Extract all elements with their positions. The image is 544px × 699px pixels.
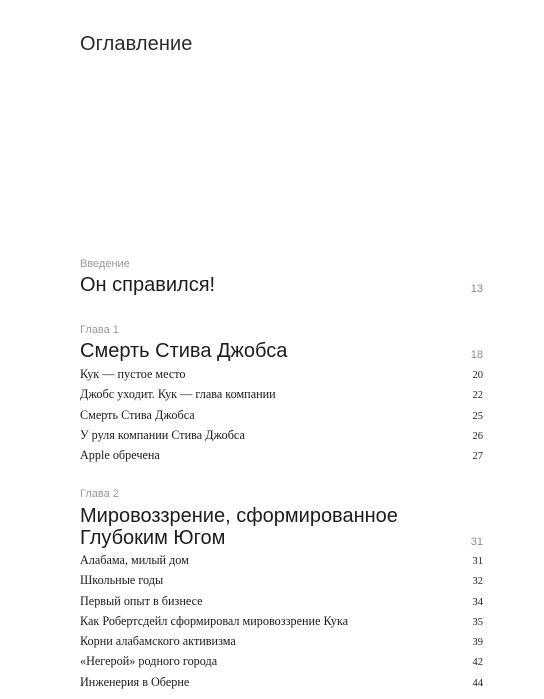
toc-entry-title: Корни алабамского активизма — [80, 634, 236, 649]
intro-kicker: Введение — [80, 258, 130, 270]
chapter2-heading — [80, 505, 398, 549]
intro-section — [80, 257, 483, 296]
chapter2-heading-line1: Мировоззрение, сформированное — [80, 505, 398, 527]
toc-entry-page: 32 — [472, 576, 483, 588]
intro-heading-row[interactable] — [80, 274, 483, 296]
chapter1-heading-row[interactable] — [80, 340, 483, 362]
toc-entry-title: Как Робертсдейл сформировал мировоззрение Кука — [80, 613, 348, 628]
chapter2-heading-row[interactable] — [80, 505, 483, 549]
chapter1-kicker: Глава 1 — [80, 324, 119, 336]
toc-entry-page: 34 — [472, 596, 483, 608]
toc-entry-page: 20 — [472, 370, 483, 381]
toc-entry-title: Инженерия в Оберне — [80, 674, 190, 689]
toc-entry[interactable] — [80, 425, 483, 445]
toc-entry-title: Школьные годы — [80, 573, 164, 588]
toc-entry[interactable] — [80, 405, 483, 425]
page-title: Оглавление — [80, 33, 193, 55]
toc-entry[interactable] — [80, 384, 483, 404]
toc-entry-page: 44 — [472, 677, 483, 689]
intro-page-number: 13 — [470, 283, 483, 295]
toc-entry-page: 31 — [472, 556, 483, 567]
intro-heading: Он справился! — [80, 274, 216, 296]
chapter1-heading: Смерть Стива Джобса — [80, 340, 288, 362]
toc-entry[interactable] — [80, 672, 483, 692]
toc-entry-page: 42 — [472, 657, 483, 669]
chapter1-section — [80, 323, 483, 465]
chapter2-section — [80, 487, 483, 692]
chapter2-kicker: Глава 2 — [80, 488, 119, 500]
chapter2-heading-line2: Глубоким Югом — [80, 527, 226, 549]
toc-entry[interactable] — [80, 445, 483, 465]
toc-entry-title: Джобс уходит. Кук — глава компании — [80, 387, 276, 402]
toc-entry-title: Первый опыт в бизнесе — [80, 593, 203, 608]
toc-entry-title: Кук — пустое место — [80, 367, 186, 381]
toc-entry[interactable] — [80, 570, 483, 590]
chapter2-entries — [80, 550, 483, 692]
toc-entry-title: Apple обречена — [80, 448, 160, 463]
toc-entry-title: Алабама, милый дом — [80, 553, 189, 567]
toc-entry[interactable] — [80, 550, 483, 570]
toc-entry-title: Смерть Стива Джобса — [80, 407, 195, 422]
chapter1-entries — [80, 364, 483, 465]
chapter2-page-number: 31 — [470, 536, 483, 548]
toc-entry-page: 27 — [472, 451, 483, 463]
toc-entry-title: «Негерой» родного города — [80, 654, 218, 669]
toc-entry-page: 39 — [472, 637, 483, 649]
toc-entry[interactable] — [80, 651, 483, 671]
toc-entry[interactable] — [80, 631, 483, 651]
toc-entry-title: У руля компании Стива Джобса — [80, 427, 245, 442]
toc-entry-page: 25 — [472, 410, 483, 422]
chapter1-page-number: 18 — [470, 349, 483, 361]
toc-entry-page: 22 — [472, 390, 483, 402]
toc-entry[interactable] — [80, 364, 483, 384]
toc-entry[interactable] — [80, 591, 483, 611]
toc-entry-page: 35 — [472, 616, 483, 628]
toc-entry-page: 26 — [472, 430, 483, 442]
toc-entry[interactable] — [80, 611, 483, 631]
